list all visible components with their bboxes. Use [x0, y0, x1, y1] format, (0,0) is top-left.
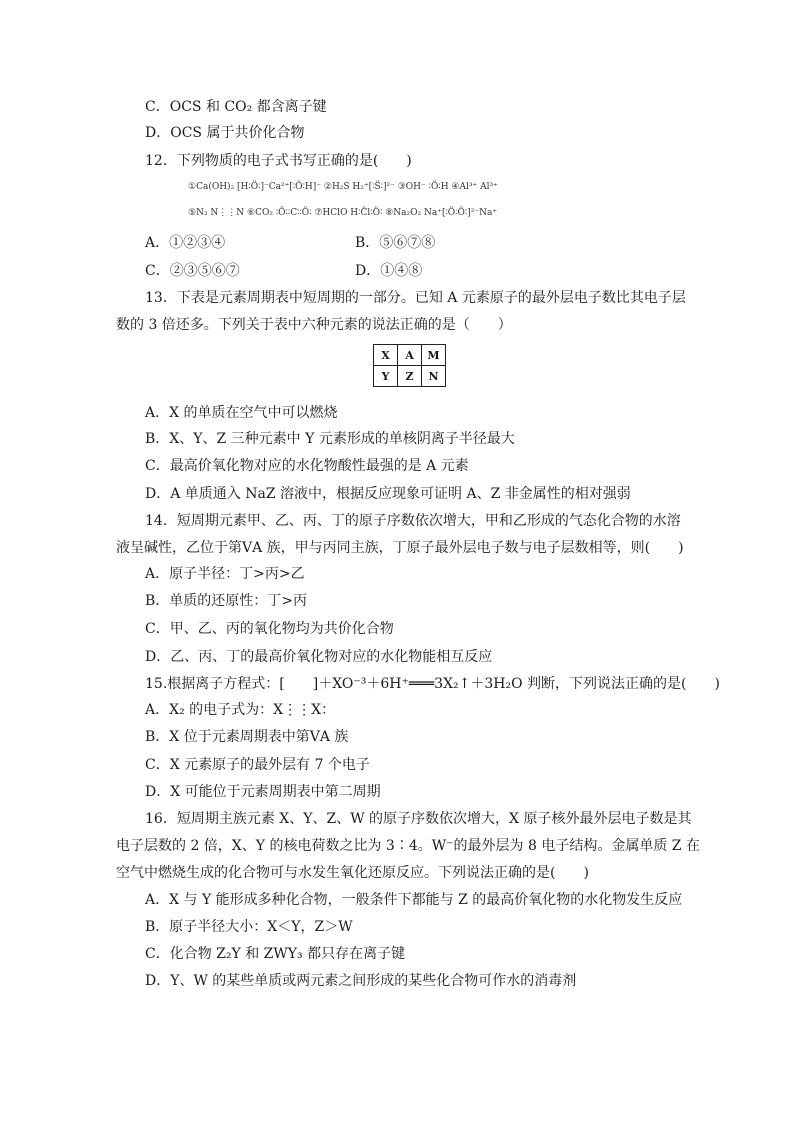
option-d-12: D．①④⑧	[355, 263, 423, 279]
question-14-stem-line1: 14．短周期元素甲、乙、丙、丁的原子序数依次增大，甲和乙形成的气态化合物的水溶	[145, 513, 681, 529]
question-15-stem: 15.根据离子方程式：[ ]＋XO⁻³＋6H⁺═══3X₂↑＋3H₂O 判断，下列说法正确的是( )	[145, 676, 720, 692]
option-d-16: D．Y、W 的某些单质或两元素之间形成的某些化合物可作水的消毒剂	[145, 973, 577, 989]
option-b-12: B．⑤⑥⑦⑧	[355, 235, 436, 251]
table-row	[374, 366, 446, 387]
table-cell: X	[374, 345, 398, 366]
option-c-12: C．②③⑤⑥⑦	[145, 263, 240, 279]
option-a-15: A．X₂ 的电子式为：X⋮⋮X：	[145, 702, 336, 718]
question-16-stem-line3: 空气中燃烧生成的化合物可与水发生氧化还原反应。下列说法正确的是( )	[116, 865, 589, 881]
question-12-formulas-row1: ①Ca(OH)₂ [H∶Ö∶]⁻Ca²⁺[∶Ö∶H]⁻ ②H₂S H₂⁺[∶S̈∶]²⁻ ③OH⁻ ∶Ö∶H ④Al³⁺ Al³⁺	[188, 182, 498, 192]
question-12-stem: 12．下列物质的电子式书写正确的是( )	[145, 153, 412, 169]
table-cell: N	[422, 366, 446, 387]
option-d-11: D．OCS 属于共价化合物	[145, 125, 305, 141]
option-c-13: C．最高价氧化物对应的水化物酸性最强的是 A 元素	[145, 458, 469, 474]
table-cell: M	[422, 345, 446, 366]
question-12-formulas-row2: ⑤N₂ N⋮⋮N ⑥CO₂ ∶Ö∶∶C∶∶Ö∶ ⑦HClO H∶C̈l∶Ö∶ ⑧Na₂O₂ Na⁺[∶Ö∶Ö∶]²⁻Na⁺	[188, 208, 498, 218]
option-d-13: D．A 单质通入 NaZ 溶液中，根据反应现象可证明 A、Z 非金属性的相对强弱	[145, 486, 631, 502]
option-a-16: A．X 与 Y 能形成多种化合物，一般条件下都能与 Z 的最高价氧化物的水化物发生反应	[145, 892, 683, 908]
option-a-13: A．X 的单质在空气中可以燃烧	[145, 405, 338, 421]
question-13-stem-line2: 数的 3 倍还多。下列关于表中六种元素的说法正确的是（ ）	[116, 317, 512, 333]
table-cell: Z	[398, 366, 422, 387]
option-c-16: C．化合物 Z₂Y 和 ZWY₃ 都只存在离子键	[145, 946, 406, 962]
question-16-stem-line1: 16．短周期主族元素 X、Y、Z、W 的原子序数依次增大，X 原子核外最外层电子数是其	[145, 811, 692, 827]
table-cell: A	[398, 345, 422, 366]
option-b-15: B．X 位于元素周期表中第ⅤA 族	[145, 729, 349, 745]
periodic-table-fragment	[373, 344, 446, 387]
option-d-15: D．X 可能位于元素周期表中第二周期	[145, 784, 381, 800]
option-c-15: C．X 元素原子的最外层有 7 个电子	[145, 757, 370, 773]
option-c-14: C．甲、乙、丙的氧化物均为共价化合物	[145, 621, 394, 637]
option-b-14: B．单质的还原性：丁>丙	[145, 593, 308, 609]
option-d-14: D．乙、丙、丁的最高价氧化物对应的水化物能相互反应	[145, 649, 493, 665]
option-c-11: C．OCS 和 CO₂ 都含离子键	[145, 99, 327, 115]
question-14-stem-line2: 液呈碱性，乙位于第ⅤA 族，甲与丙同主族，丁原子最外层电子数与电子层数相等，则( )	[116, 540, 684, 556]
table-row	[374, 345, 446, 366]
question-13-stem-line1: 13．下表是元素周期表中短周期的一部分。已知 A 元素原子的最外层电子数比其电子层	[145, 290, 686, 306]
option-b-13: B．X、Y、Z 三种元素中 Y 元素形成的单核阴离子半径最大	[145, 431, 515, 447]
option-a-14: A．原子半径：丁>丙>乙	[145, 566, 305, 582]
question-16-stem-line2: 电子层数的 2 倍，X、Y 的核电荷数之比为 3∶4。W⁻的最外层为 8 电子结构。金属单质 Z 在	[116, 838, 700, 854]
table-cell: Y	[374, 366, 398, 387]
option-b-16: B．原子半径大小：X＜Y，Z＞W	[145, 919, 353, 935]
option-a-12: A．①②③④	[145, 235, 226, 251]
